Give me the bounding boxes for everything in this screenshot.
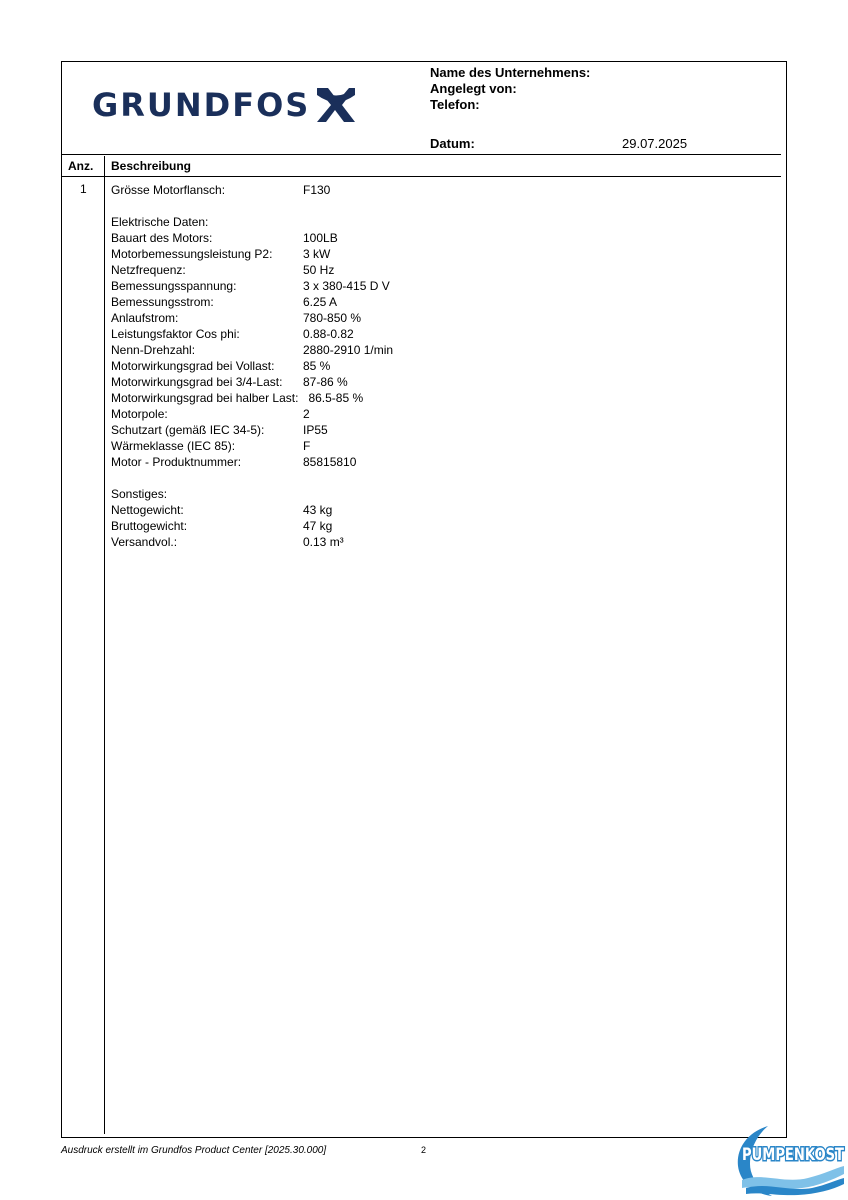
misc-heading: Sonstiges:	[111, 487, 168, 501]
grundfos-x-icon	[314, 85, 358, 125]
company-fields	[430, 65, 590, 113]
page-number: 2	[421, 1145, 427, 1155]
spec-row-eff-half: Motorwirkungsgrad bei halber Last: 86.5-85 %	[111, 391, 364, 405]
created-by-label: Angelegt von:	[430, 81, 517, 96]
grundfos-logo	[92, 85, 358, 125]
pumpenkost-logo	[728, 1122, 846, 1198]
spec-row-motor-type: Bauart des Motors: 100LB	[111, 231, 338, 245]
company-name-label: Name des Unternehmens:	[430, 65, 591, 80]
spec-row-flange: Grösse Motorflansch: F130	[111, 183, 331, 197]
column-description-header: Beschreibung	[111, 159, 192, 173]
spec-row-eff-full: Motorwirkungsgrad bei Vollast: 85 %	[111, 359, 331, 373]
spec-row-power-factor: Leistungsfaktor Cos phi: 0.88-0.82	[111, 327, 354, 341]
date-value: 29.07.2025	[622, 136, 688, 151]
column-header-divider	[61, 176, 781, 177]
brand-name: GRUNDFOS	[92, 86, 311, 124]
spec-row-frequency: Netzfrequenz: 50 Hz	[111, 263, 335, 277]
item-number: 1	[80, 182, 87, 196]
spec-row-product-number: Motor - Produktnummer: 85815810	[111, 455, 357, 469]
column-divider	[104, 156, 105, 1134]
column-qty-header: Anz.	[68, 159, 94, 173]
header-divider	[61, 154, 781, 155]
spec-row-eff-34: Motorwirkungsgrad bei 3/4-Last: 87-86 %	[111, 375, 348, 389]
electrical-heading: Elektrische Daten:	[111, 215, 209, 229]
footer-note: Ausdruck erstellt im Grundfos Product Center [2025.30.000]	[61, 1145, 327, 1156]
spec-row-poles: Motorpole: 2	[111, 407, 310, 421]
spec-row-insulation: Wärmeklasse (IEC 85): F	[111, 439, 311, 453]
spec-row-voltage: Bemessungsspannung: 3 x 380-415 D V	[111, 279, 390, 293]
phone-label: Telefon:	[430, 97, 480, 112]
spec-row-protection: Schutzart (gemäß IEC 34-5): IP55	[111, 423, 328, 437]
spec-row-current: Bemessungsstrom: 6.25 A	[111, 295, 338, 309]
spec-row-shipping-volume: Versandvol.: 0.13 m³	[111, 535, 344, 549]
spec-row-gross-weight: Bruttogewicht: 47 kg	[111, 519, 333, 533]
spec-row-rated-power: Motorbemessungsleistung P2: 3 kW	[111, 247, 331, 261]
date-label: Datum:	[430, 136, 475, 151]
spec-row-starting-current: Anlaufstrom: 780-850 %	[111, 311, 362, 325]
spec-row-speed: Nenn-Drehzahl: 2880-2910 1/min	[111, 343, 394, 357]
spec-list	[111, 182, 394, 550]
watermark-text: PUMPENKOST	[742, 1145, 845, 1165]
spec-row-net-weight: Nettogewicht: 43 kg	[111, 503, 333, 517]
